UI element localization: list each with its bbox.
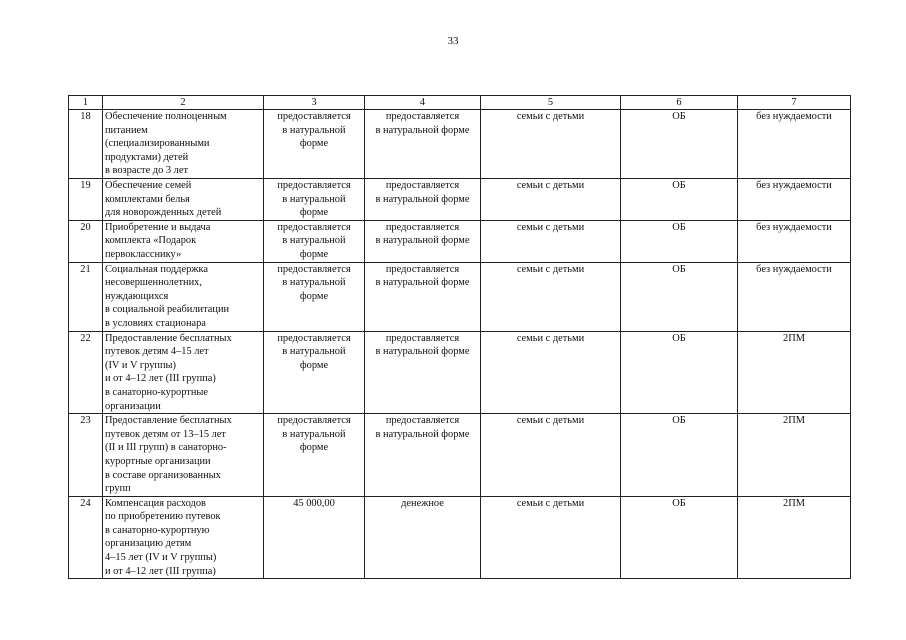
budget-source: ОБ — [621, 179, 738, 221]
table-row — [69, 331, 851, 414]
table-row — [69, 414, 851, 497]
table-row — [69, 496, 851, 579]
row-number: 24 — [69, 496, 103, 579]
measure-name: Компенсация расходов по приобретению путевок в санаторно-курортную организацию детям 4–15 лет (IV и V группы) и от 4–12 лет (III группа) — [103, 496, 264, 579]
measure-name: Предоставление бесплатных путевок детям от 13–15 лет (II и III групп) в санаторно- курортные организации в составе организованных групп — [103, 414, 264, 497]
measure-name: Приобретение и выдача комплекта «Подарок первокласснику» — [103, 220, 264, 262]
need-criterion: без нуждаемости — [738, 110, 851, 179]
column-header: 3 — [264, 96, 365, 110]
row-number: 18 — [69, 110, 103, 179]
provision-form: предоставляется в натуральной форме — [264, 179, 365, 221]
row-number: 20 — [69, 220, 103, 262]
provision-form: 45 000,00 — [264, 496, 365, 579]
budget-source: ОБ — [621, 262, 738, 331]
table-row — [69, 220, 851, 262]
measure-name: Обеспечение полноценным питанием (специализированными продуктами) детей в возрасте до 3 лет — [103, 110, 264, 179]
recipients: семьи с детьми — [481, 414, 621, 497]
need-criterion: без нуждаемости — [738, 220, 851, 262]
table-row — [69, 179, 851, 221]
recipients: семьи с детьми — [481, 331, 621, 414]
table-row — [69, 262, 851, 331]
row-number: 21 — [69, 262, 103, 331]
column-header: 2 — [103, 96, 264, 110]
budget-source: ОБ — [621, 110, 738, 179]
provision-type: предоставляется в натуральной форме — [365, 331, 481, 414]
provision-type: денежное — [365, 496, 481, 579]
recipients: семьи с детьми — [481, 496, 621, 579]
page-number: 33 — [447, 35, 459, 47]
column-header: 6 — [621, 96, 738, 110]
provision-form: предоставляется в натуральной форме — [264, 414, 365, 497]
column-header: 7 — [738, 96, 851, 110]
provision-form: предоставляется в натуральной форме — [264, 220, 365, 262]
table-header-row — [69, 96, 851, 110]
recipients: семьи с детьми — [481, 110, 621, 179]
measure-name: Предоставление бесплатных путевок детям 4–15 лет (IV и V группы) и от 4–12 лет (III группа) в санаторно-курортные организации — [103, 331, 264, 414]
table-row — [69, 110, 851, 179]
column-header: 1 — [69, 96, 103, 110]
need-criterion: без нуждаемости — [738, 262, 851, 331]
budget-source: ОБ — [621, 331, 738, 414]
provision-form: предоставляется в натуральной форме — [264, 331, 365, 414]
column-header: 4 — [365, 96, 481, 110]
benefits-table — [68, 95, 851, 579]
recipients: семьи с детьми — [481, 220, 621, 262]
row-number: 19 — [69, 179, 103, 221]
need-criterion: 2ПМ — [738, 414, 851, 497]
provision-type: предоставляется в натуральной форме — [365, 179, 481, 221]
measure-name: Обеспечение семей комплектами белья для новорожденных детей — [103, 179, 264, 221]
row-number: 22 — [69, 331, 103, 414]
budget-source: ОБ — [621, 220, 738, 262]
measure-name: Социальная поддержка несовершеннолетних, нуждающихся в социальной реабилитации в условиях стационара — [103, 262, 264, 331]
provision-type: предоставляется в натуральной форме — [365, 110, 481, 179]
need-criterion: 2ПМ — [738, 331, 851, 414]
budget-source: ОБ — [621, 496, 738, 579]
provision-type: предоставляется в натуральной форме — [365, 414, 481, 497]
row-number: 23 — [69, 414, 103, 497]
recipients: семьи с детьми — [481, 179, 621, 221]
provision-form: предоставляется в натуральной форме — [264, 110, 365, 179]
need-criterion: без нуждаемости — [738, 179, 851, 221]
budget-source: ОБ — [621, 414, 738, 497]
need-criterion: 2ПМ — [738, 496, 851, 579]
recipients: семьи с детьми — [481, 262, 621, 331]
column-header: 5 — [481, 96, 621, 110]
provision-type: предоставляется в натуральной форме — [365, 220, 481, 262]
provision-type: предоставляется в натуральной форме — [365, 262, 481, 331]
provision-form: предоставляется в натуральной форме — [264, 262, 365, 331]
